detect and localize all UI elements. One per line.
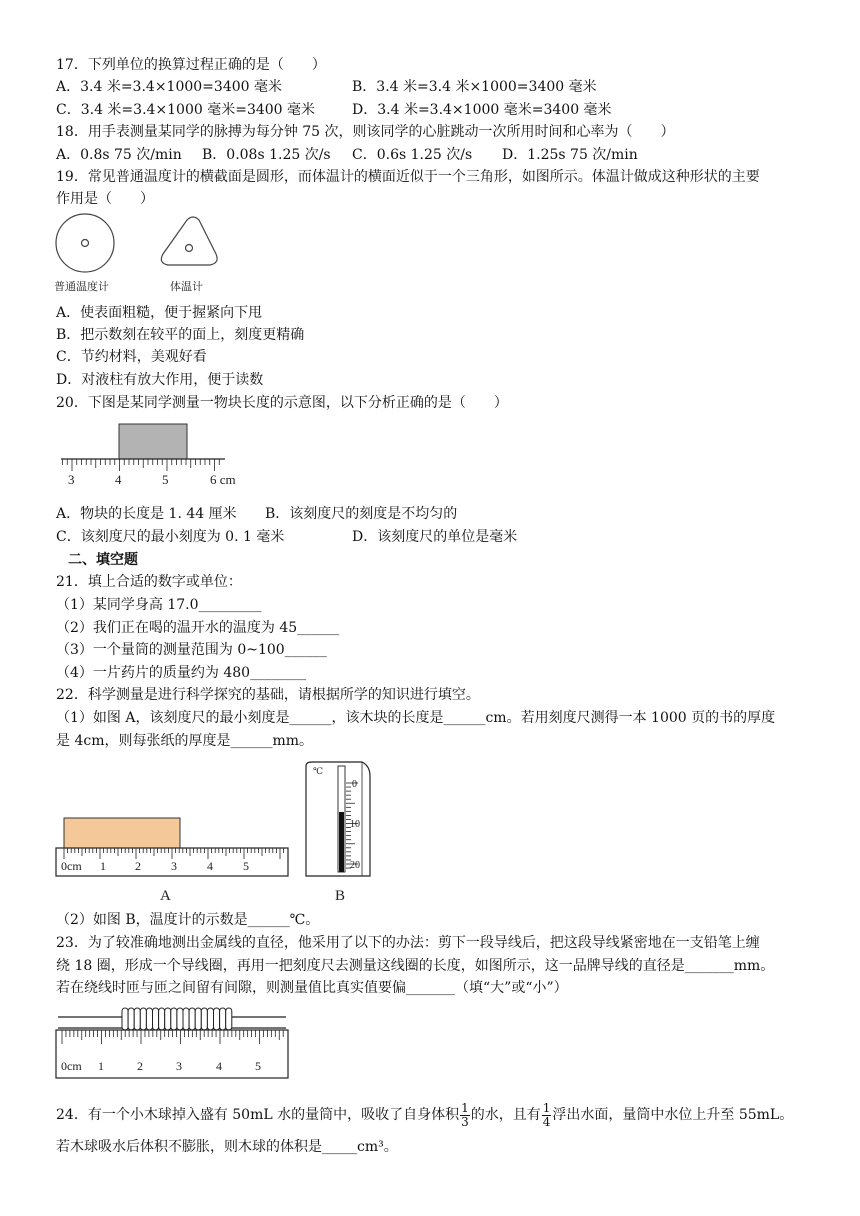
figure-b-thermometer [300,758,380,904]
ruler-body [56,1030,288,1078]
coil-turn [177,1008,183,1030]
round-cross-section [56,214,114,272]
ruler-label-4: 4 [216,1059,222,1073]
thermometer-cross-section-figure [50,210,220,300]
figure-a-ruler [50,812,295,904]
ruler-label-2: 2 [135,859,141,873]
wooden-block [64,818,180,848]
q21-part-4: （4）一片药片的质量约为 480________ [56,665,307,681]
q18-option-c: C．0.6s 1.25 次/s [352,147,473,163]
q23-line1: 23．为了较准确地测出金属线的直径，他采用了以下的办法：剪下一段导线后，把这段导线紧密地在一支铅笔上缠 [56,935,760,951]
coil-turn [207,1008,213,1030]
ruler-label-3: 3 [171,859,177,873]
q17-option-c: C．3.4 米=3.4×1000 毫米=3400 毫米 [56,102,316,118]
coil-turn [159,1008,165,1030]
ruler-label-1: 1 [100,859,106,873]
label-normal-thermometer: 普通温度计 [54,281,109,293]
figure-b-label: B [335,888,346,904]
q18-option-a: A．0.8s 75 次/min [56,147,182,163]
q20-option-d: D．该刻度尺的单位是毫米 [352,529,518,545]
q22-part-1-line1: （1）如图 A，该刻度尺的最小刻度是______，该木块的长度是______cm。若用刻度尺测得一本 1000 页的书的厚度 [56,710,776,726]
liquid-column [339,812,344,872]
q22-stem: 22．科学测量是进行科学探究的基础，请根据所学的知识进行填空。 [56,687,480,703]
q17-option-b: B．3.4 米=3.4 米×1000=3400 毫米 [352,79,597,95]
ruler-label-4: 4 [115,472,122,487]
q19-stem-line2: 作用是（ ） [56,191,154,207]
figure-a-label: A [160,888,171,904]
q20-option-a: A．物块的长度是 1. 44 厘米 [56,506,237,522]
q24-text-part2: 的水，且有 [470,1107,541,1123]
therm-label-0: 0 [352,779,357,790]
coil-turn [128,1008,134,1030]
q21-part-3: （3）一个量筒的测量范围为 0~100______ [56,642,327,658]
ruler-label-0cm: 0cm [61,1059,82,1073]
fraction-numerator: 1 [542,1100,551,1115]
fraction-one-third [460,1102,470,1129]
q23-line2: 绕 18 圈，形成一个导线圈，再用一把刻度尺去测量这线圈的长度，如图所示，这一品牌导线的直径是_______mm。 [56,958,775,974]
coil-turn [140,1008,146,1030]
coil-ruler-figure [50,1006,295,1082]
q24-line1 [56,1100,793,1130]
ruler-label-1: 1 [98,1059,104,1073]
coil-turn [214,1008,220,1030]
q18-stem: 18．用手表测量某同学的脉搏为每分钟 75 次，则该同学的心脏跳动一次所用时间和心率为（ ） [56,124,675,140]
q21-stem: 21．填上合适的数字或单位： [56,574,242,590]
coil-turn [165,1008,171,1030]
q17-stem: 17．下列单位的换算过程正确的是（ ） [56,57,326,73]
fraction-denominator: 3 [461,1114,469,1129]
ruler-label-0cm: 0cm [61,859,82,873]
ruler-label-5: 5 [255,1059,261,1073]
q19-stem-line1: 19．常见普通温度计的横截面是圆形，而体温计的横面近似于一个三角形，如图所示。体温计做成这种形状的主要 [56,169,760,185]
fraction-one-quarter [542,1102,552,1129]
ruler-label-5: 5 [162,472,169,487]
q19-option-b: B．把示数刻在较平的面上，刻度更精确 [56,327,305,343]
q18-option-d: D．1.25s 75 次/min [502,147,638,163]
coil-turn [122,1008,128,1030]
fraction-denominator: 4 [542,1114,551,1129]
coil-turn [153,1008,159,1030]
coil-turn [171,1008,177,1030]
coil-turn [134,1008,140,1030]
therm-label-20: 20 [350,860,360,871]
q17-option-a: A．3.4 米=3.4×1000=3400 毫米 [56,79,282,95]
q20-option-b: B．该刻度尺的刻度是不均匀的 [265,506,458,522]
q22-part-2: （2）如图 B，温度计的示数是______℃。 [56,912,320,928]
ruler-label-3: 3 [68,472,75,487]
q21-part-1: （1）某同学身高 17.0_________ [56,597,262,613]
coil-turn [226,1008,232,1030]
ruler-label-5: 5 [243,859,249,873]
q19-option-c: C．节约材料，美观好看 [56,349,207,365]
q19-option-d: D．对液柱有放大作用，便于读数 [56,372,264,388]
coil-turn [220,1008,226,1030]
ruler-label-6cm: 6 cm [210,472,236,487]
q20-stem: 20．下图是某同学测量一物块长度的示意图，以下分析正确的是（ ） [56,395,508,411]
q24-line2: 若木球吸水后体积不膨胀，则木球的体积是_____cm³。 [56,1139,398,1155]
q23-line3: 若在绕线时匝与匝之间留有间隙，则测量值比真实值要偏_______（填“大”或“小”） [56,980,568,996]
coil-turn [201,1008,207,1030]
section-heading: 二、填空题 [68,552,138,568]
thermometer-unit: ℃ [313,766,324,776]
coil-turn [189,1008,195,1030]
q22-part-1-line2: 是 4cm，则每张纸的厚度是______mm。 [56,733,314,749]
ruler-label-4: 4 [207,859,213,873]
therm-label-10: 10 [350,819,360,830]
block [119,424,187,459]
q17-option-d: D．3.4 米=3.4×1000 毫米=3400 毫米 [352,102,612,118]
q20-ruler-figure [55,418,255,490]
triangular-cross-section [161,217,217,265]
q18-option-b: B．0.08s 1.25 次/s [202,147,331,163]
q21-part-2: （2）我们正在喝的温开水的温度为 45______ [56,620,340,636]
coil-turn [146,1008,152,1030]
ruler-label-2: 2 [137,1059,143,1073]
q24-text-part3: 浮出水面，量筒中水位上升至 55mL。 [552,1107,794,1123]
label-clinical-thermometer: 体温计 [170,281,203,293]
q20-option-c: C．该刻度尺的最小刻度为 0. 1 毫米 [56,529,285,545]
ruler-label-3: 3 [176,1059,182,1073]
q19-option-a: A．使表面粗糙，便于握紧向下甩 [56,305,263,321]
coil-turn [195,1008,201,1030]
q24-text-part1: 24．有一个小木球掉入盛有 50mL 水的量筒中，吸收了自身体积 [56,1107,460,1123]
coil-turn [183,1008,189,1030]
fraction-numerator: 1 [461,1100,469,1115]
